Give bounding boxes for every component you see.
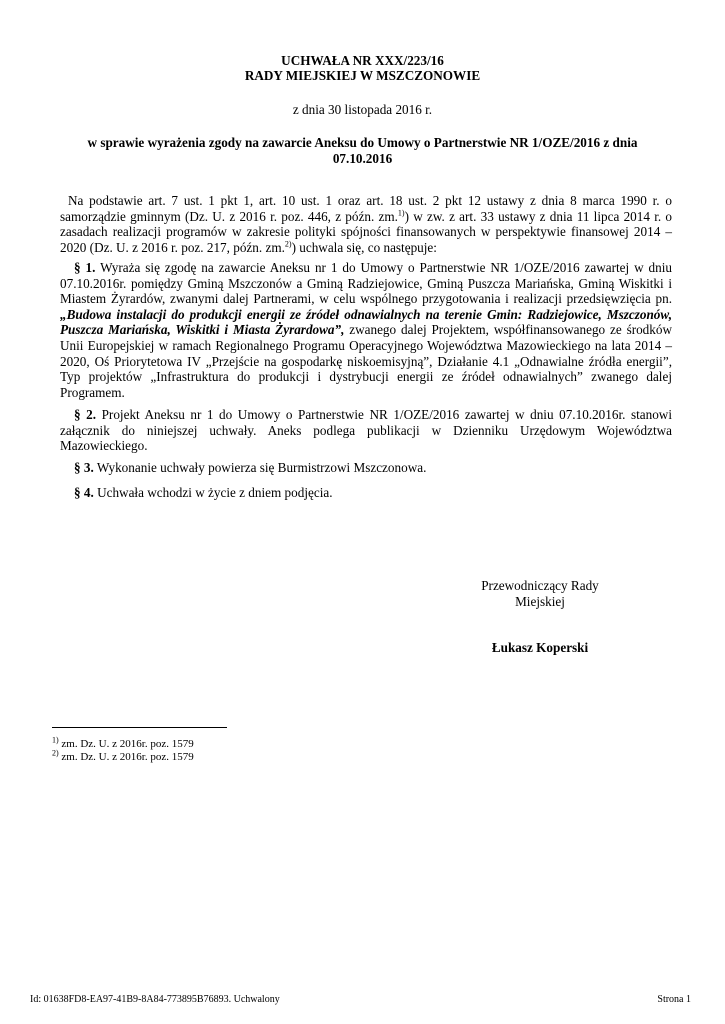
section-3-text: Wykonanie uchwały powierza się Burmistrzowi Mszczonowa.	[93, 460, 427, 475]
preamble-text-c: ) uchwala się, co następuje:	[291, 239, 437, 255]
preamble-text-b: ) w zw. z art. 33 ustawy z dnia 11 lipca 2014 r. o zasadach realizacji programów w zakresie polityki spójności finansowanych w perspektywie finansowej 2014 – 2020 (Dz. U. z 2016 r. poz. 217, późn. zm.	[60, 208, 672, 255]
section-1-label: § 1.	[74, 260, 96, 275]
footnote-ref-2: 2)	[284, 239, 292, 249]
section-4-text: Uchwała wchodzi w życie z dniem podjęcia.	[93, 485, 333, 500]
resolution-date: z dnia 30 listopada 2016 r.	[292, 102, 433, 117]
signature-role-line1: Przewodniczący Rady	[481, 578, 599, 593]
footnote-1-text: zm. Dz. U. z 2016r. poz. 1579	[58, 738, 194, 750]
footnote-ref-1: 1)	[397, 208, 405, 218]
resolution-title: UCHWAŁA NR XXX/223/16	[281, 53, 444, 68]
signature-role	[410, 578, 670, 609]
signature-name: Łukasz Koperski	[491, 640, 589, 655]
document-id: Id: 01638FD8-EA97-41B9-8A84-773895B76893. Uchwalony	[30, 994, 280, 1005]
section-1	[60, 260, 672, 400]
footnote-1-mark: 1)	[52, 735, 59, 745]
footnote-2-mark: 2)	[52, 748, 59, 758]
council-name: RADY MIEJSKIEJ W MSZCZONOWIE	[244, 68, 481, 83]
footnote-2	[52, 748, 194, 764]
section-4	[60, 485, 672, 501]
signature-role-line2: Miejskiej	[515, 593, 565, 609]
section-2-text: Projekt Aneksu nr 1 do Umowy o Partnerstwie NR 1/OZE/2016 zawartej w dniu 07.10.2016r. stanowi załącznik do niniejszej uchwały. Aneks podlega publikacji w Dzienniku Urzędowym Województwa Mazowieckiego.	[60, 407, 672, 454]
preamble	[60, 193, 672, 255]
section-3-label: § 3.	[74, 460, 94, 475]
section-2	[60, 407, 672, 454]
section-2-label: § 2.	[74, 407, 97, 422]
section-1-text-a: Wyraża się zgodę na zawarcie Aneksu nr 1 do Umowy o Partnerstwie NR 1/OZE/2016 zawartej w dniu 07.10.2016r. pomiędzy Gminą Mszczonów a Gminą Radziejowice, Gminą Puszcza Mariańska, Gminą Wiskitki i Miastem Żyrardów, zwanymi dalej Partnerami, w celu wspólnego przygotowania i realizacji przedsięwzięcia pn.	[60, 260, 673, 307]
section-4-label: § 4.	[74, 485, 94, 500]
preamble-text-a: Na podstawie art. 7 ust. 1 pkt 1, art. 10 ust. 1 oraz art. 18 ust. 2 pkt 12 ustawy z dnia 8 marca 1990 r. o samorządzie gminnym (Dz. U. z 2016 r. poz. 446, z późn. zm.	[60, 193, 672, 224]
project-name: „Budowa instalacji do produkcji energii ze źródeł odnawialnych na terenie Gmin: Radziejowice, Mszczonów, Puszcza Mariańska, Wiskitki i Miasta Żyrardowa”,	[60, 306, 672, 338]
footnote-1	[52, 735, 194, 751]
page-number: Strona 1	[657, 994, 691, 1005]
section-3	[60, 460, 672, 476]
footnote-2-text: zm. Dz. U. z 2016r. poz. 1579	[58, 751, 194, 763]
resolution-subject: w sprawie wyrażenia zgody na zawarcie Aneksu do Umowy o Partnerstwie NR 1/OZE/2016 z dnia 07.10.2016	[87, 135, 638, 166]
footnote-divider	[52, 727, 227, 728]
section-1-text-b: zwanego dalej Projektem, współfinansowanego ze środków Unii Europejskiej w ramach Regionalnego Programu Operacyjnego Województwa Mazowieckiego na lata 2014 – 2020, Oś Priorytetowa IV „Przejście na gospodarkę niskoemisyjną”, Działanie 4.1 „Odnawialne źródła energii”, Typ projektów „Infrastruktura do produkcji i dystrybucji energii ze źródeł odnawialnych” zwanego dalej Programem.	[60, 322, 672, 400]
